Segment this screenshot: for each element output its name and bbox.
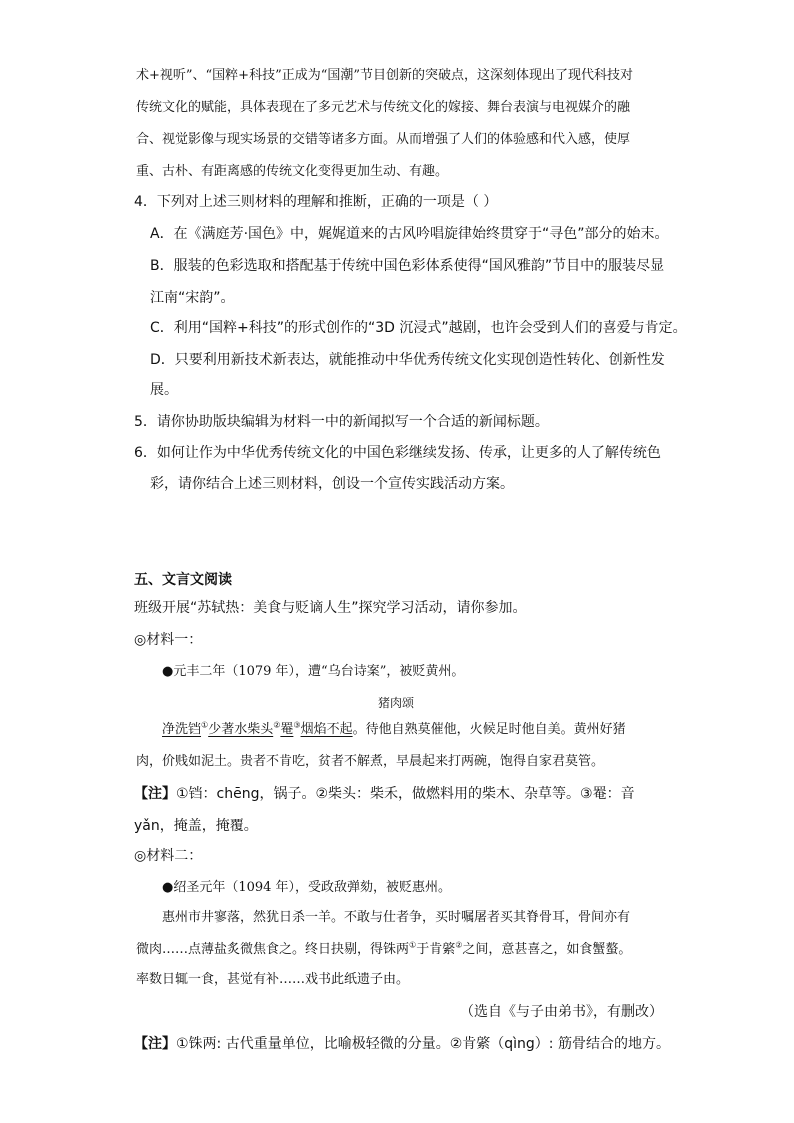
text-span: 之间，意甚喜之，如食蟹螯。 <box>462 942 632 957</box>
text-span: 于肯綮 <box>416 942 456 957</box>
text-span: 微肉……点薄盐炙微焦食之。终日抉剔，得铢两 <box>136 942 410 957</box>
material-1-note-line-1 <box>134 784 635 804</box>
question-4-option-c: C．利用“国粹+科技”的形式创作的“3D 沉浸式”越剧，也许会受到人们的喜爱与肯定。 <box>150 320 687 336</box>
material-1-bullet: ●元丰二年（1079 年），遭“乌台诗案”，被贬黄州。 <box>162 664 465 679</box>
note-marker-1: ① <box>201 720 209 730</box>
note-marker-2: ② <box>455 940 463 950</box>
question-4-option-a: A．在《满庭芳·国色》中，娓娓道来的古风吟唱旋律始终贯穿于“寻色”部分的始末。 <box>150 226 669 242</box>
material-1-label: ◎材料一： <box>134 632 203 648</box>
question-4-option-d-line-1: D．只要利用新技术新表达，就能推动中华优秀传统文化实现创造性转化、创新性发 <box>150 352 665 368</box>
note-label: 【注】 <box>134 786 176 802</box>
question-6-line-2: 彩，请你结合上述三则材料，创设一个宣传实践活动方案。 <box>150 476 514 492</box>
material-2-line-2 <box>136 940 631 960</box>
question-5: 5．请你协助版块编辑为材料一中的新闻拟写一个合适的新闻标题。 <box>134 414 549 430</box>
source-citation: （选自《与子由弟书》，有删改） <box>460 1004 663 1020</box>
material-2-note <box>134 1034 670 1054</box>
section-heading: 五、文言文阅读 <box>134 572 232 588</box>
question-6-line-1: 6．如何让作为中华优秀传统文化的中国色彩继续发扬、传承，让更多的人了解传统色 <box>134 445 661 461</box>
note-marker-3: ③ <box>293 720 301 730</box>
section-intro: 班级开展“苏轼热：美食与贬谪人生”探究学习活动，请你参加。 <box>134 600 527 616</box>
question-4-option-b-line-1: B．服装的色彩选取和搭配基于传统中国色彩体系使得“国风雅韵”节目中的服装尽显 <box>150 258 665 274</box>
note-marker-2: ② <box>273 720 281 730</box>
note-marker-1: ① <box>409 940 417 950</box>
material-1-note-line-2: yǎn，掩盖，掩覆。 <box>134 818 258 834</box>
question-4-option-d-line-2: 展。 <box>150 382 178 398</box>
material-2-label: ◎材料二： <box>134 848 203 864</box>
note-label: 【注】 <box>134 1036 176 1052</box>
question-4-stem: 4．下列对上述三则材料的理解和推断，正确的一项是（ ） <box>134 194 498 210</box>
passage-line-1: 术+视听”、“国粹+科技”正成为“国潮”节目创新的突破点，这深刻体现出了现代科技对 <box>136 68 634 83</box>
poem-line-2: 肉，价贱如泥土。贵者不肯吃，贫者不解煮，早晨起来打两碗，饱得自家君莫管。 <box>136 754 605 769</box>
question-4-option-b-line-2: 江南“宋韵”。 <box>150 290 235 306</box>
poem-line-1-rest: 。待他自熟莫催他，火候足时他自美。黄州好猪 <box>352 722 626 737</box>
material-2-line-3: 率数日辄一食，甚觉有补……戏书此纸遗子由。 <box>136 972 410 987</box>
material-2-bullet: ●绍圣元年（1094 年），受政敌弹劾，被贬惠州。 <box>162 880 452 895</box>
note-text: ①铛：chēng，锅子。②柴头：柴禾，做燃料用的柴木、杂草等。③罨：音 <box>176 786 635 802</box>
underlined-phrase: 罨 <box>280 722 294 737</box>
underlined-phrase: 少著水柴头 <box>208 722 274 737</box>
passage-line-4: 重、古朴、有距离感的传统文化变得更加生动、有趣。 <box>136 164 449 179</box>
underlined-phrase: 烟焰不起 <box>300 722 353 737</box>
underlined-phrase: 净洗铛 <box>162 722 202 737</box>
passage-line-3: 合、视觉影像与现实场景的交错等诸多方面。从而增强了人们的体验感和代入感，使厚 <box>136 132 631 147</box>
material-2-line-1: 惠州市井寥落，然犹日杀一羊。不敢与仕者争，买时嘱屠者买其脊骨耳，骨间亦有 <box>162 910 631 925</box>
poem-line-1 <box>162 720 626 740</box>
note-text: ①铢两: 古代重量单位，比喻极轻微的分量。②肯綮（qìng）: 筋骨结合的地方。 <box>176 1036 670 1052</box>
poem-title: 猪肉颂 <box>378 696 415 710</box>
passage-line-2: 传统文化的赋能，具体表现在了多元艺术与传统文化的嫁接、舞台表演与电视媒介的融 <box>136 100 631 115</box>
